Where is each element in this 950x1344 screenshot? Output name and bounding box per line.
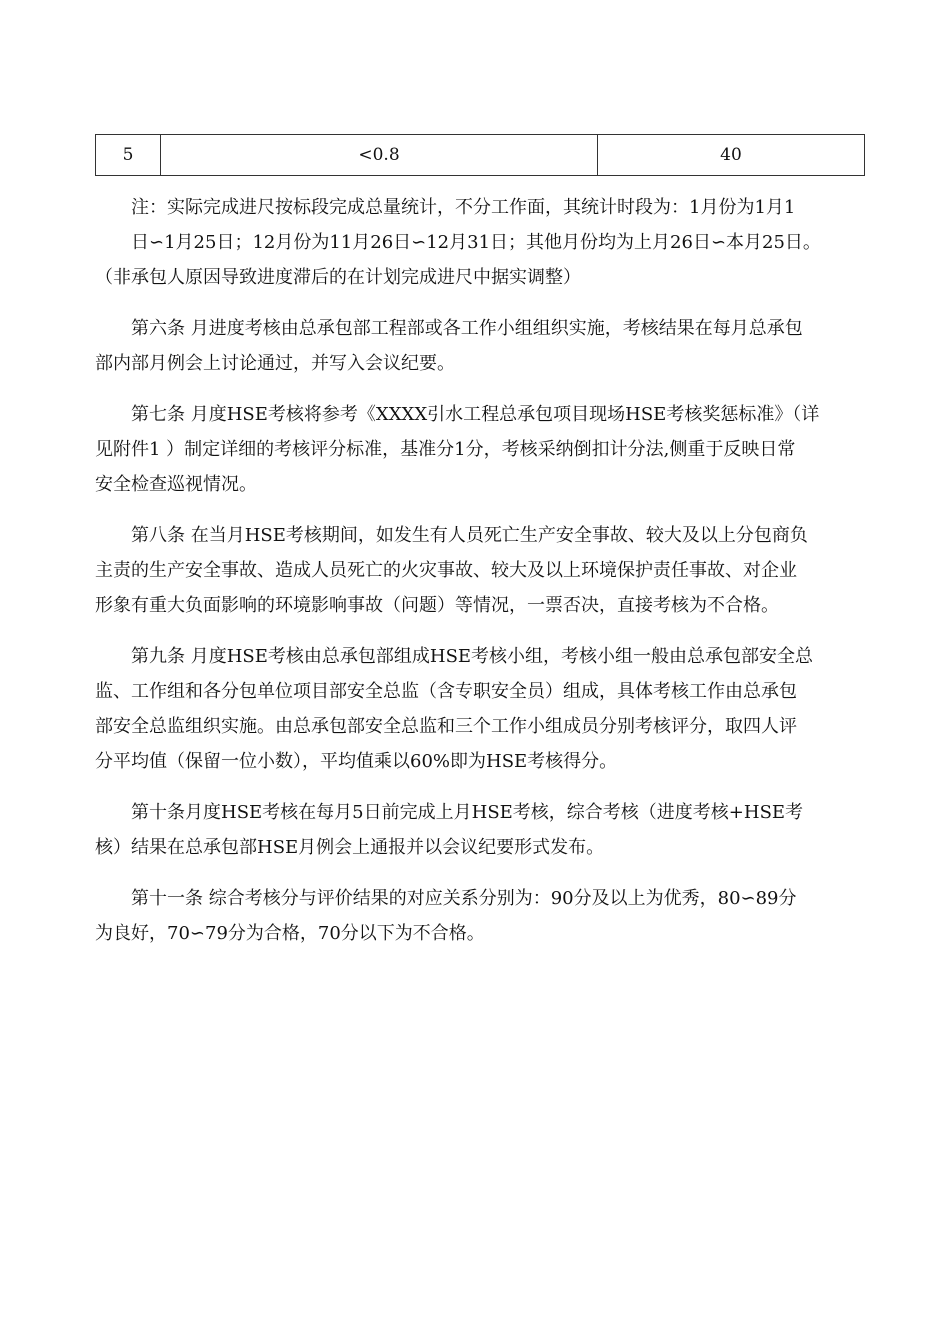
text-line: 形象有重大负面影响的环境影响事故（问题）等情况，一票否决，直接考核为不合格。 (95, 595, 779, 616)
article-8-paragraph (95, 518, 865, 623)
text-line: 部安全总监组织实施。由总承包部安全总监和三个工作小组成员分别考核评分，取四人评 (95, 716, 797, 737)
table-cell-threshold: <0.8 (161, 135, 598, 176)
note-paragraph (95, 190, 865, 260)
document-body (95, 190, 865, 967)
text-line: 第九条 月度HSE考核由总承包部组成HSE考核小组，考核小组一般由总承包部安全总 (131, 646, 814, 667)
text-line: 见附件1 ）制定详细的考核评分标准，基准分1分，考核采纳倒扣计分法,侧重于反映日常 (95, 439, 796, 460)
table-row (96, 135, 865, 176)
text-line: 第十一条 综合考核分与评价结果的对应关系分别为：90分及以上为优秀，80∽89分 (131, 888, 797, 909)
text-line: 主责的生产安全事故、造成人员死亡的火灾事故、较大及以上环境保护责任事故、对企业 (95, 560, 797, 581)
score-table (95, 134, 865, 176)
text-line: 第六条 月进度考核由总承包部工程部或各工作小组组织实施，考核结果在每月总承包 (131, 318, 803, 339)
text-line: 监、工作组和各分包单位项目部安全总监（含专职安全员）组成，具体考核工作由总承包 (95, 681, 797, 702)
text-line: 第七条 月度HSE考核将参考《XXXX引水工程总承包项目现场HSE考核奖惩标准》（详 (131, 404, 820, 425)
text-line: 分平均值（保留一位小数），平均值乘以60%即为HSE考核得分。 (95, 751, 618, 772)
text-line: 为良好，70∽79分为合格，70分以下为不合格。 (95, 923, 485, 944)
table-cell-index: 5 (96, 135, 161, 176)
text-line: 第十条月度HSE考核在每月5日前完成上月HSE考核，综合考核（进度考核+HSE考 (131, 802, 804, 823)
text-line: 第八条 在当月HSE考核期间，如发生有人员死亡生产安全事故、较大及以上分包商负 (131, 525, 808, 546)
article-7-paragraph (95, 397, 865, 502)
text-line: 注：实际完成进尺按标段完成总量统计，不分工作面，其统计时段为：1月份为1月1 (131, 197, 796, 218)
text-line: 核）结果在总承包部HSE月例会上通报并以会议纪要形式发布。 (95, 837, 605, 858)
text-line: 日∽1月25日；12月份为11月26日∽12月31日；其他月份均为上月26日∽本月25日。 (131, 232, 821, 253)
article-10-paragraph (95, 795, 865, 865)
article-11-paragraph (95, 881, 865, 951)
note-tail-paragraph (95, 260, 865, 295)
text-line: （非承包人原因导致进度滞后的在计划完成进尺中据实调整） (95, 267, 581, 288)
article-6-paragraph (95, 311, 865, 381)
article-9-paragraph (95, 639, 865, 779)
text-line: 部内部月例会上讨论通过，并写入会议纪要。 (95, 353, 455, 374)
text-line: 安全检查巡视情况。 (95, 474, 257, 495)
table-cell-score: 40 (598, 135, 865, 176)
